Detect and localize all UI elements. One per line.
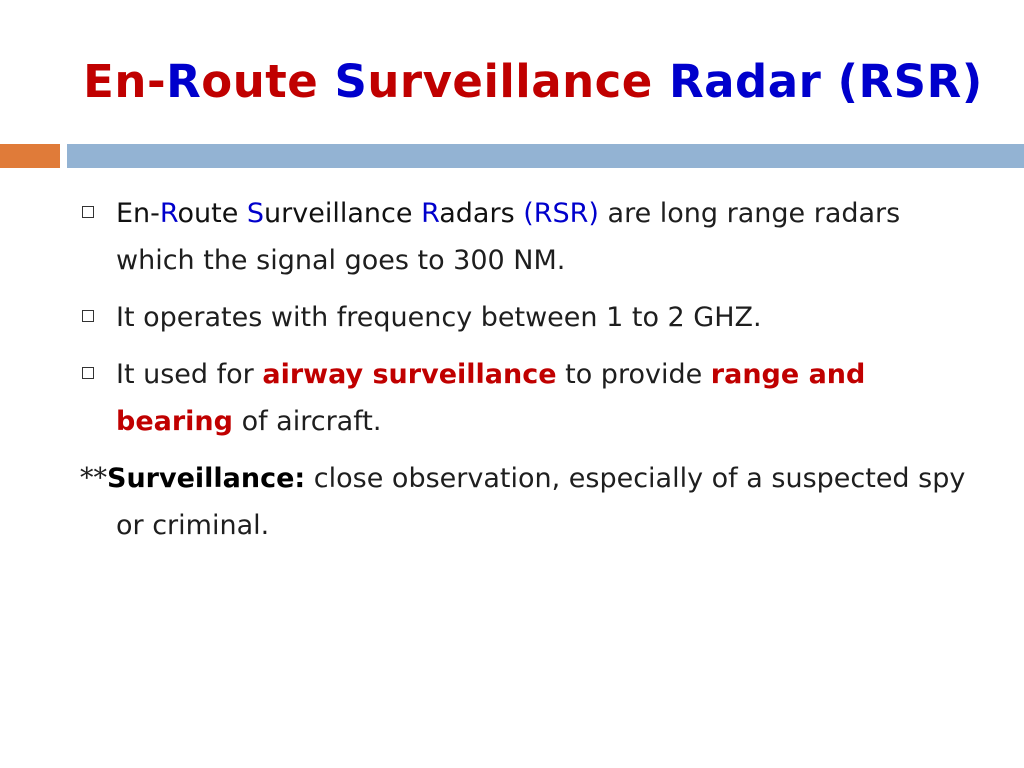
note-term: Surveillance: <box>107 463 306 494</box>
slide-title <box>0 44 1024 120</box>
note-definition: close observation, especially of a suspected spy or criminal. <box>116 463 966 541</box>
b1-r2: R <box>421 198 440 229</box>
title-oute: oute <box>201 55 335 108</box>
b1-adars: adars <box>439 198 524 229</box>
bullet-item-2 <box>80 294 980 341</box>
divider-blue <box>67 144 1024 168</box>
slide-body <box>80 190 980 549</box>
title-rsr: (RSR) <box>837 55 983 108</box>
title-urveillance: urveillance <box>367 55 669 108</box>
b2-text: It operates with frequency between 1 to 2 GHZ. <box>116 302 762 333</box>
bullet-item-1 <box>80 190 980 284</box>
b1-rest: are long range radars which the signal goes to 300 NM. <box>116 198 901 276</box>
title-en: En- <box>83 55 167 108</box>
title-r: R <box>166 55 202 108</box>
b1-en: En- <box>116 198 160 229</box>
title-adar: adar <box>704 55 838 108</box>
definition-note <box>80 455 980 549</box>
b3-airway-surveillance: airway surveillance <box>262 359 557 390</box>
b3-intro: It used for <box>116 359 263 390</box>
bullet-item-3 <box>80 351 980 445</box>
b1-rsr: (RSR) <box>523 198 599 229</box>
b3-range-bearing: range and bearing <box>116 359 866 437</box>
divider-orange <box>0 144 60 168</box>
note-prefix: ** <box>80 463 107 494</box>
title-r2: R <box>668 55 705 108</box>
title-s: S <box>334 55 368 108</box>
bullet-square-icon <box>82 367 94 379</box>
b1-oute: oute <box>177 198 247 229</box>
b3-mid: to provide <box>556 359 711 390</box>
b1-s: S <box>246 198 265 229</box>
b1-r: R <box>159 198 178 229</box>
bullet-square-icon <box>82 206 94 218</box>
b3-end: of aircraft. <box>232 406 382 437</box>
b1-urveillance: urveillance <box>264 198 422 229</box>
bullet-square-icon <box>82 310 94 322</box>
